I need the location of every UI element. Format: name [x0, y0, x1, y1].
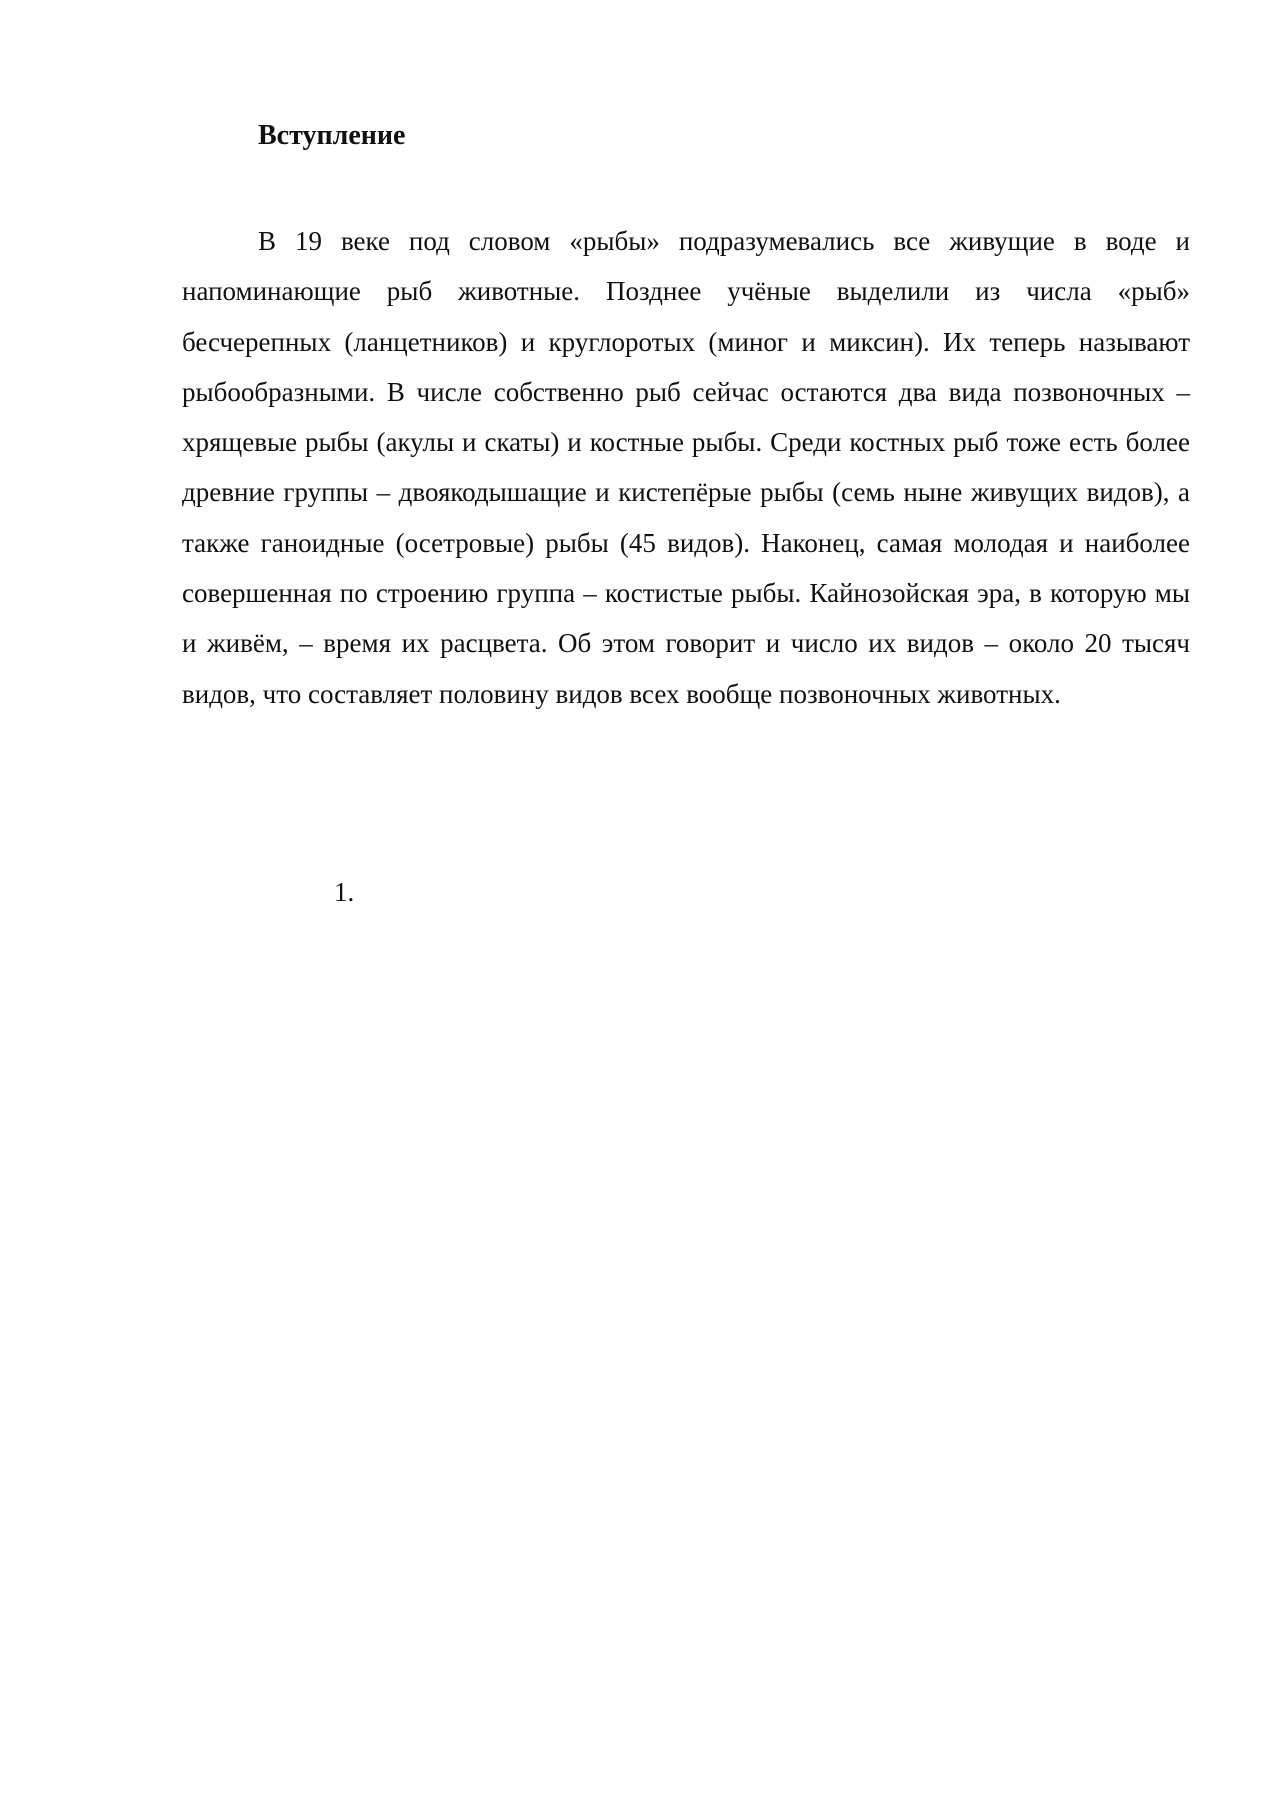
intro-paragraph: В 19 веке под словом «рыбы» подразумевались все живущие в воде и напоминающие рыб животные. Позднее учёные выделили из числа «рыб» бесчерепных (ланцетников) и круглоротых (миног и миксин). Их теперь называют рыбообразными. В числе собственно рыб сейчас остаются два вида позвоночных – хрящевые рыбы (акулы и скаты) и костные рыбы. Среди костных рыб тоже есть более древние группы – двоякодышащие и кистепёрые рыбы (семь ныне живущих видов), а также ганоидные (осетровые) рыбы (45 видов). Наконец, самая молодая и наиболее совершенная по строению группа – костистые рыбы. Кайнозойская эра, в которую мы и живём, – время их расцвета. Об этом говорит и число их видов – около 20 тысяч видов, что составляет половину видов всех вообще позвоночных животных.: [182, 226, 1190, 709]
list-number: 1.: [334, 877, 355, 907]
section-heading: Вступление: [258, 120, 406, 151]
